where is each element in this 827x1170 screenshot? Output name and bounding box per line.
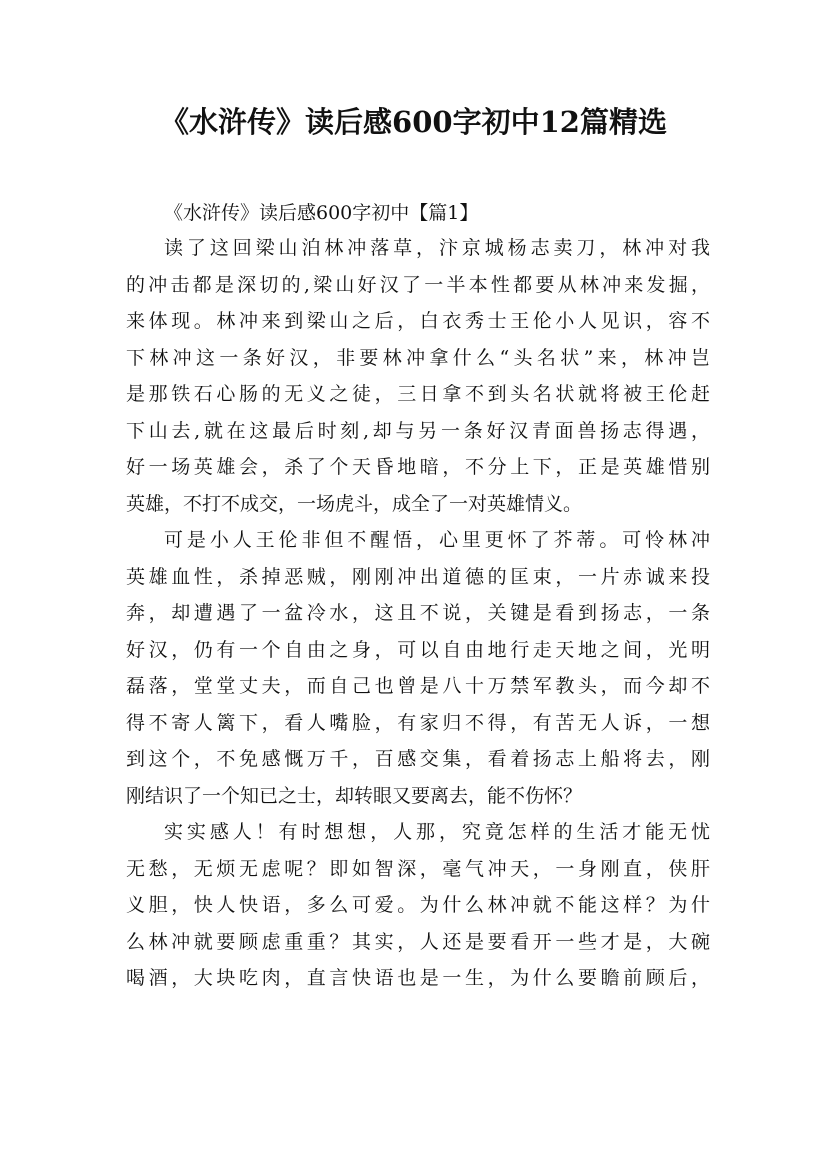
paragraph-line: 下林冲这一条好汉，非要林冲拿什么“头名状”来，林冲岂 <box>126 346 710 369</box>
paragraph-3 <box>126 814 710 997</box>
paragraph-line: 来体现。林冲来到梁山之后，白衣秀士王伦小人见识，容不 <box>126 310 710 332</box>
paragraph-line: 喝酒，大块吃肉，直言快语也是一生，为什么要瞻前顾后， <box>126 967 710 989</box>
paragraph-line: 磊落，堂堂丈夫，而自己也曾是八十万禁军教头，而今却不 <box>126 675 710 697</box>
paragraph-line: 到这个，不免感慨万千，百感交集，看着扬志上船将去，刚 <box>126 748 710 770</box>
paragraph-line: 可是小人王伦非但不醒悟，心里更怀了芥蒂。可怜林冲 <box>164 529 710 551</box>
paragraph-line: 奔，却遭遇了一盆冷水，这且不说，关键是看到扬志，一条 <box>126 602 710 624</box>
document-body <box>126 196 710 997</box>
paragraph-line: 实实感人！有时想想，人那，究竟怎样的生活才能无忧 <box>164 821 710 843</box>
paragraph-line: 么林冲就要顾虑重重？其实，人还是要看开一些才是，大碗 <box>126 930 710 953</box>
section-heading: 《水浒传》读后感600字初中【篇1】 <box>164 202 479 224</box>
paragraph-line: 好汉，仍有一个自由之身，可以自由地行走天地之间，光明 <box>126 638 710 661</box>
paragraph-2 <box>126 522 710 814</box>
paragraph-line: 好一场英雄会，杀了个天昏地暗，不分上下，正是英雄惜别 <box>126 456 710 478</box>
paragraph-line: 读了这回梁山泊林冲落草，汴京城杨志卖刀，林冲对我 <box>164 237 710 259</box>
paragraph-line: 无愁，无烦无虑呢？即如智深，毫气冲天，一身刚直，侠肝 <box>126 857 710 880</box>
paragraph-line: 下山去,就在这最后时刻,却与另一条好汉青面兽扬志得遇， <box>126 419 710 442</box>
paragraph-line: 英雄血性，杀掉恶贼，刚刚冲出道德的匡束，一片赤诚来投 <box>126 565 710 588</box>
paragraph-line: 得不寄人篱下，看人嘴脸，有家归不得，有苦无人诉，一想 <box>126 711 710 734</box>
paragraph-line: 刚结识了一个知已之士，却转眼又要离去，能不伤怀？ <box>126 784 583 807</box>
paragraph-line: 是那铁石心肠的无义之徒，三日拿不到头名状就将被王伦赶 <box>126 383 710 405</box>
document-title: 《水浒传》读后感600字初中12篇精选 <box>160 105 667 139</box>
paragraph-line: 义胆，快人快语，多么可爱。为什么林冲就不能这样？为什 <box>126 894 710 916</box>
paragraph-1 <box>126 230 710 522</box>
paragraph-line: 英雄，不打不成交，一场虎斗，成全了一对英雄情义。 <box>126 492 583 515</box>
paragraph-line: 的冲击都是深切的,梁山好汉了一半本性都要从林冲来发掘， <box>126 273 710 296</box>
